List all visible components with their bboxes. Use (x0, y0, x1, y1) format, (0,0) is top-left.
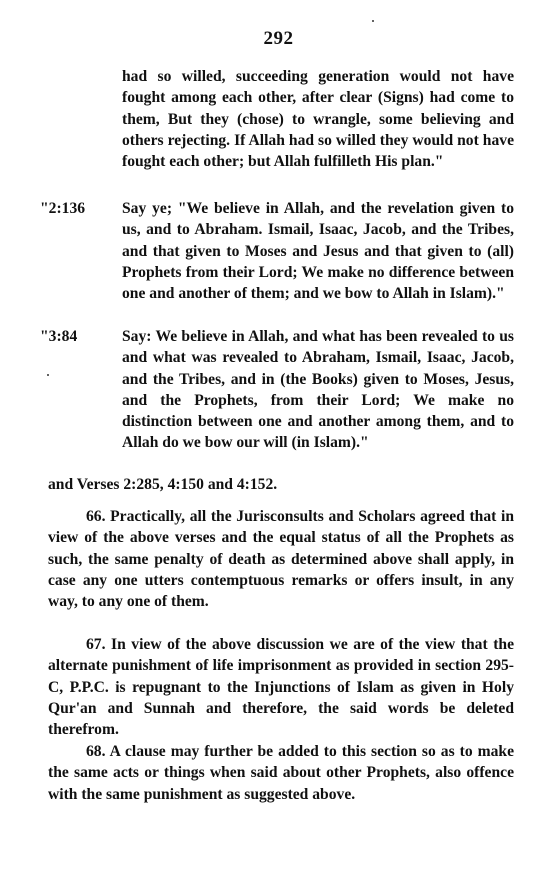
page-number: 292 (263, 28, 294, 49)
verse-block (40, 198, 514, 304)
verses-reference-line: and Verses 2:285, 4:150 and 4:152. (48, 476, 278, 493)
paragraph-66: 66. Practically, all the Jurisconsults and Scholars agreed that in view of the above verses and the equal status of all the Prophets as such, the same penalty of death as determined above shall apply, in case any one utters contemptuous remarks or offers insult, in any way, to any one of them. (48, 508, 514, 611)
paragraph-67: 67. In view of the above discussion we are of the view that the alternate punishment of life imprisonment as provided in section 295-C, P.P.C. is repugnant to the Injunctions of Islam as given in Holy Qur'an and Sunnah and therefore, the said words be deleted therefrom. (48, 636, 514, 739)
scan-speck (372, 20, 374, 22)
verse-reference: "3:84 (40, 328, 78, 345)
verse-reference: "2:136 (40, 200, 86, 217)
paragraph-68: 68. A clause may further be added to this section so as to make the same acts or things when said about other Prophets, also offence with the same punishment as suggested above. (48, 743, 514, 803)
verse-text: Say ye; "We believe in Allah, and the revelation given to us, and to Abraham. Ismail, Isaac, Jacob, and the Tribes, and that given to Moses and Jesus and that given to (all) Prophets from their Lord; We make no difference between one and another of them; and we bow to Allah in Islam)." (122, 200, 514, 303)
verse-block (40, 326, 514, 454)
verse-text: Say: We believe in Allah, and what has been revealed to us and what was revealed to Abraham, Ismail, Isaac, Jacob, and the Tribes, and in (the Books) given to Moses, Jesus, and the Prophets, from their Lord; We make no distinction between one and another among them, and to Allah do we bow our will (in Islam)." (122, 328, 514, 452)
quotation-continuation: had so willed, succeeding generation would not have fought among each other, after clear (Signs) had come to them, But they (chose) to wrangle, some believing and others rejecting. If Allah had so willed they would not have fought each other; but Allah fulfilleth His plan." (122, 68, 514, 171)
